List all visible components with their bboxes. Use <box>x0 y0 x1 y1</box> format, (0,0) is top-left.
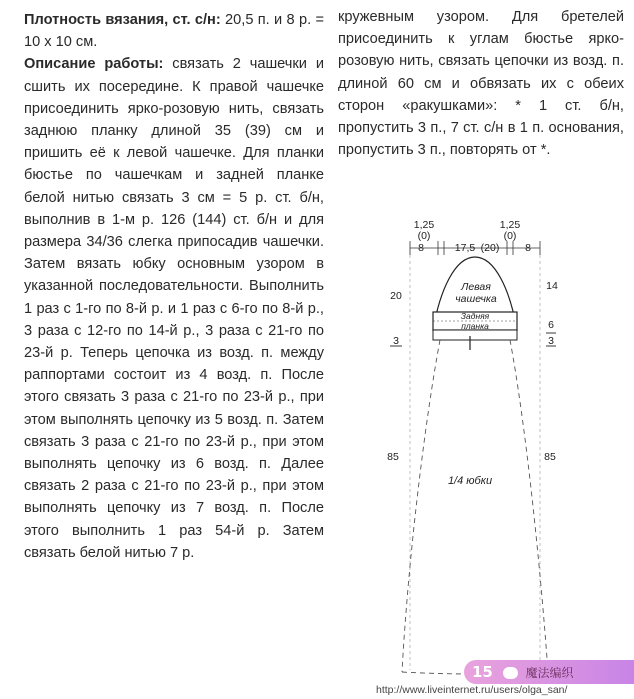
top-right-sub: (0) <box>503 230 517 242</box>
cup-label-line2: чашечка <box>455 293 497 305</box>
density-label: Плотность вязания, ст. с/н: <box>24 12 221 28</box>
work-description-label: Описание работы: <box>24 56 164 73</box>
density-text: 20,5 п. и 8 р. = 10 х 10 см. <box>24 12 324 51</box>
band-height-right: 6 <box>548 319 554 331</box>
cup-label-line1: Левая <box>461 281 491 293</box>
bust-trim-strip <box>433 330 517 340</box>
top-left-sub: (0) <box>417 230 431 242</box>
top-right-value: 1,25 <box>499 219 521 231</box>
work-description-text: связать 2 чашечки и сшить их посередине. К правой чашечке присоединить ярко-розовую нить, связать заднюю планку длиной 35 (39) см и пришить её к левой чашечке. Для планки бюстье по чашечкам и задней планке белой нитью связать 3 см = 5 р. ст. б/н, выполнив в 1-м р. 126 (144) ст. б/н и для размера 34/36 слегка припосадив чашечки. Затем вязать юбку основным узором в указанной последовательности. Выполнить 1 раз с 1-го по 8-й р. и 1 раз с 6-го по 8-й р., 3 раза с 12-го по 14-й р., 3 раза с 21-го по 23-й р. Теперь цепочка из возд. п. между раппортами состоит из 4 возд. п. После этого связать 3 раза с 21-го по 23-й р., при этом выполнять цепочку из 5 возд. п. Затем связать 3 раза с 21-го по 23-й р., при этом выполнять цепочку из 6 возд. п. Далее связать 2 раза с 21-го по 23-й р., при этом выполнять цепочку из 7 возд. п. После этого выполнить 1 раз 54-й р. Затем связать белой нитью 7 р. <box>24 56 324 561</box>
trim-height-right: 3 <box>548 335 554 347</box>
width-middle-sub: (20) <box>480 242 500 254</box>
skirt-label: 1/4 юбки <box>447 475 493 487</box>
back-band-label-line2: планка <box>461 321 489 331</box>
trim-height-left: 3 <box>393 335 399 347</box>
wechat-icon <box>503 667 518 679</box>
skirt-left-edge <box>402 340 440 672</box>
skirt-height-left: 85 <box>387 451 399 463</box>
width-right-label: 8 <box>525 242 531 254</box>
width-left-label: 8 <box>418 242 424 254</box>
top-left-value: 1,25 <box>413 219 435 231</box>
badge-number: 15 <box>472 663 493 681</box>
straps-paragraph: кружевным узором. Для бретелей присоединить к углам бюстье ярко-розовую нить, связать цепочки из возд. п. длиной 60 см и обвязать их с обеих сторон «ракушками»: * 1 ст. б/н, пропустить 3 п., 7 ст. с/н в 1 п. основания, пропустить 3 п., повторять от *. <box>338 9 624 159</box>
watermark-badge <box>464 660 634 684</box>
back-band-label-line1: Задняя <box>460 311 490 321</box>
skirt-height-right: 85 <box>544 451 556 463</box>
cup-height-left: 20 <box>390 290 402 302</box>
skirt-right-edge <box>510 340 548 672</box>
watermark-url: http://www.liveinternet.ru/users/olga_san/ <box>376 684 568 696</box>
badge-name: 魔法编织 <box>525 666 574 680</box>
width-middle-label: 17,5 <box>454 242 476 254</box>
cup-height-right: 14 <box>546 280 558 292</box>
